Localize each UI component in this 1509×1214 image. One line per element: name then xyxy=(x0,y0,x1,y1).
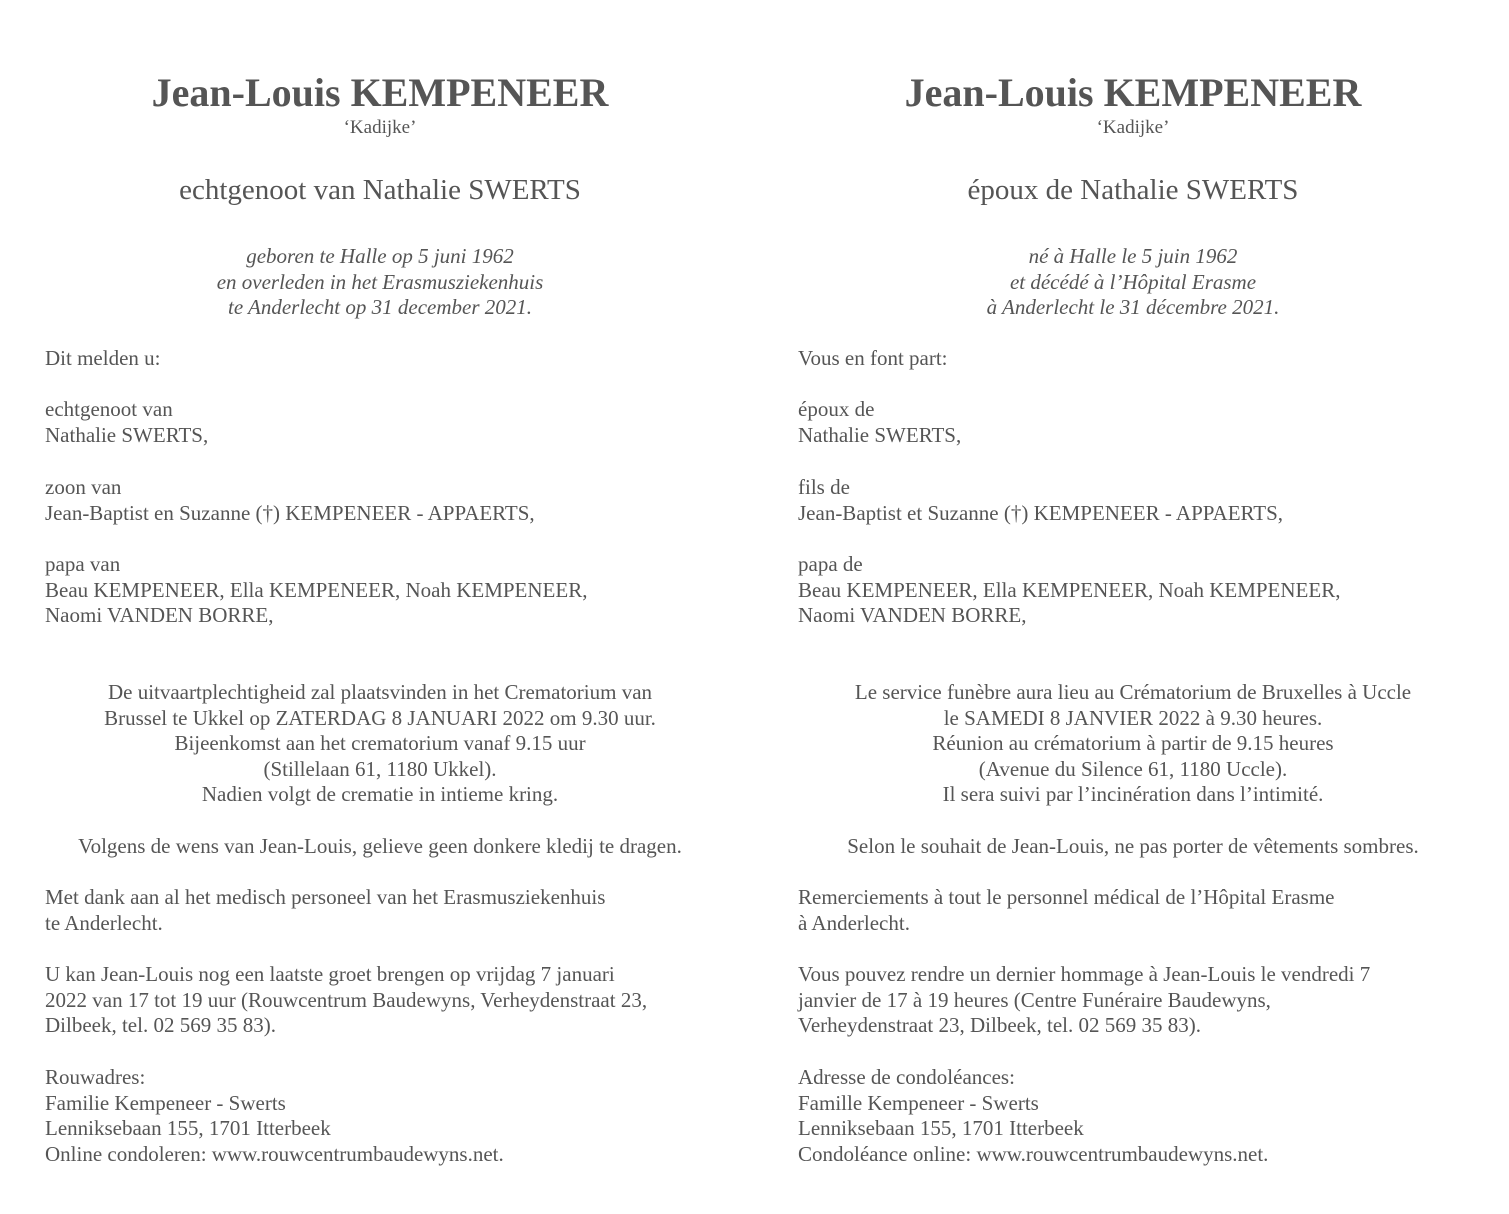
ceremony-line: (Stillelaan 61, 1180 Ukkel). xyxy=(263,756,497,781)
relation-label: fils de xyxy=(798,475,850,499)
dress-wish xyxy=(793,834,1473,860)
intro-text xyxy=(45,346,725,372)
address-family: Famille Kempeneer - Swerts xyxy=(798,1090,1039,1115)
relation-names: Naomi VANDEN BORRE, xyxy=(45,603,274,627)
visit-line: Vous pouvez rendre un dernier hommage à Jean-Louis le vendredi 7 xyxy=(798,962,1371,986)
death-place-line: te Anderlecht op 31 december 2021. xyxy=(227,295,533,319)
visit-info xyxy=(45,962,725,1039)
online-condolence: Condoléance online: www.rouwcentrumbaudewyns.net. xyxy=(798,1141,1269,1166)
spouse-line: époux de Nathalie SWERTS xyxy=(967,174,1299,206)
mourning-address xyxy=(798,1065,1478,1167)
visit-line: Dilbeek, tel. 02 569 35 83). xyxy=(45,1013,276,1037)
relation-spouse xyxy=(45,397,725,448)
death-line: en overleden in het Erasmusziekenhuis xyxy=(216,269,544,294)
visit-line: U kan Jean-Louis nog een laatste groet brengen op vrijdag 7 januari xyxy=(45,962,615,986)
dress-wish xyxy=(40,834,720,860)
ceremony-line: Le service funèbre aura lieu au Crématorium de Bruxelles à Uccle xyxy=(854,680,1412,704)
address-family: Familie Kempeneer - Swerts xyxy=(45,1090,286,1115)
wish-line: Volgens de wens van Jean-Louis, gelieve geen donkere kledij te dragen. xyxy=(78,834,682,858)
relation-label: echtgenoot van xyxy=(45,397,173,421)
relation-names: Jean-Baptist en Suzanne (†) KEMPENEER - APPAERTS, xyxy=(45,500,535,525)
relation-label: zoon van xyxy=(45,475,122,499)
relation-father xyxy=(798,552,1478,629)
relation-label: papa de xyxy=(798,552,863,576)
visit-line: janvier de 17 à 19 heures (Centre Funéraire Baudewyns, xyxy=(798,987,1271,1012)
ceremony-line: De uitvaartplechtigheid zal plaatsvinden in het Crematorium van xyxy=(107,680,653,704)
thanks-line: à Anderlecht. xyxy=(798,910,910,935)
spouse-line: echtgenoot van Nathalie SWERTS xyxy=(179,174,581,206)
birth-death-info xyxy=(40,244,720,321)
intro-line: Vous en font part: xyxy=(798,346,948,370)
relation-spouse xyxy=(798,397,1478,448)
address-street: Lenniksebaan 155, 1701 Itterbeek xyxy=(45,1116,331,1140)
visit-info xyxy=(798,962,1478,1039)
relation-names: Beau KEMPENEER, Ella KEMPENEER, Noah KEMPENEER, xyxy=(45,577,588,602)
birth-line: né à Halle le 5 juin 1962 xyxy=(1028,244,1238,268)
death-line: et décédé à l’Hôpital Erasme xyxy=(1009,269,1257,294)
birth-death-info xyxy=(793,244,1473,321)
ceremony-line: le SAMEDI 8 JANVIER 2022 à 9.30 heures. xyxy=(943,705,1323,730)
thanks-line: Remerciements à tout le personnel médical de l’Hôpital Erasme xyxy=(798,885,1335,909)
relation-label: papa van xyxy=(45,552,121,576)
relation-label: époux de xyxy=(798,397,875,421)
relation-names: Jean-Baptist et Suzanne (†) KEMPENEER - APPAERTS, xyxy=(798,500,1284,525)
relation-son xyxy=(798,475,1478,526)
ceremony-line: Réunion au crématorium à partir de 9.15 heures xyxy=(932,731,1334,755)
relation-father xyxy=(45,552,725,629)
ceremony-info xyxy=(793,680,1473,808)
visit-line: 2022 van 17 tot 19 uur (Rouwcentrum Baudewyns, Verheydenstraat 23, xyxy=(45,987,648,1012)
visit-line: Verheydenstraat 23, Dilbeek, tel. 02 569 35 83). xyxy=(798,1013,1201,1037)
nickname: ‘Kadijke’ xyxy=(343,117,417,138)
relation-names: Nathalie SWERTS, xyxy=(45,422,209,447)
thanks-line: te Anderlecht. xyxy=(45,910,163,935)
deceased-name: Jean-Louis KEMPENEER xyxy=(904,70,1362,115)
mourning-address xyxy=(45,1065,725,1167)
ceremony-line: Bijeenkomst aan het crematorium vanaf 9.15 uur xyxy=(174,731,586,755)
relation-names: Nathalie SWERTS, xyxy=(798,422,962,447)
thanks-line: Met dank aan al het medisch personeel van het Erasmusziekenhuis xyxy=(45,885,606,909)
address-label: Rouwadres: xyxy=(45,1065,146,1089)
ceremony-line: Il sera suivi par l’incinération dans l’intimité. xyxy=(942,782,1324,806)
nickname: ‘Kadijke’ xyxy=(1096,117,1170,138)
death-place-line: à Anderlecht le 31 décembre 2021. xyxy=(986,295,1280,319)
birth-line: geboren te Halle op 5 juni 1962 xyxy=(246,244,514,268)
relation-son xyxy=(45,475,725,526)
thanks-note xyxy=(45,885,725,936)
relation-names: Beau KEMPENEER, Ella KEMPENEER, Noah KEMPENEER, xyxy=(798,577,1341,602)
ceremony-line: (Avenue du Silence 61, 1180 Uccle). xyxy=(978,756,1288,781)
online-condolence: Online condoleren: www.rouwcentrumbaudewyns.net. xyxy=(45,1141,504,1166)
wish-line: Selon le souhait de Jean-Louis, ne pas porter de vêtements sombres. xyxy=(847,834,1419,858)
ceremony-info xyxy=(40,680,720,808)
ceremony-line: Brussel te Ukkel op ZATERDAG 8 JANUARI 2022 om 9.30 uur. xyxy=(104,705,656,730)
deceased-name: Jean-Louis KEMPENEER xyxy=(151,70,609,115)
address-street: Lenniksebaan 155, 1701 Itterbeek xyxy=(798,1116,1084,1140)
intro-line: Dit melden u: xyxy=(45,346,161,370)
thanks-note xyxy=(798,885,1478,936)
ceremony-line: Nadien volgt de crematie in intieme kring. xyxy=(201,782,559,806)
relation-names: Naomi VANDEN BORRE, xyxy=(798,603,1027,627)
address-label: Adresse de condoléances: xyxy=(798,1065,1015,1089)
intro-text xyxy=(798,346,1478,372)
